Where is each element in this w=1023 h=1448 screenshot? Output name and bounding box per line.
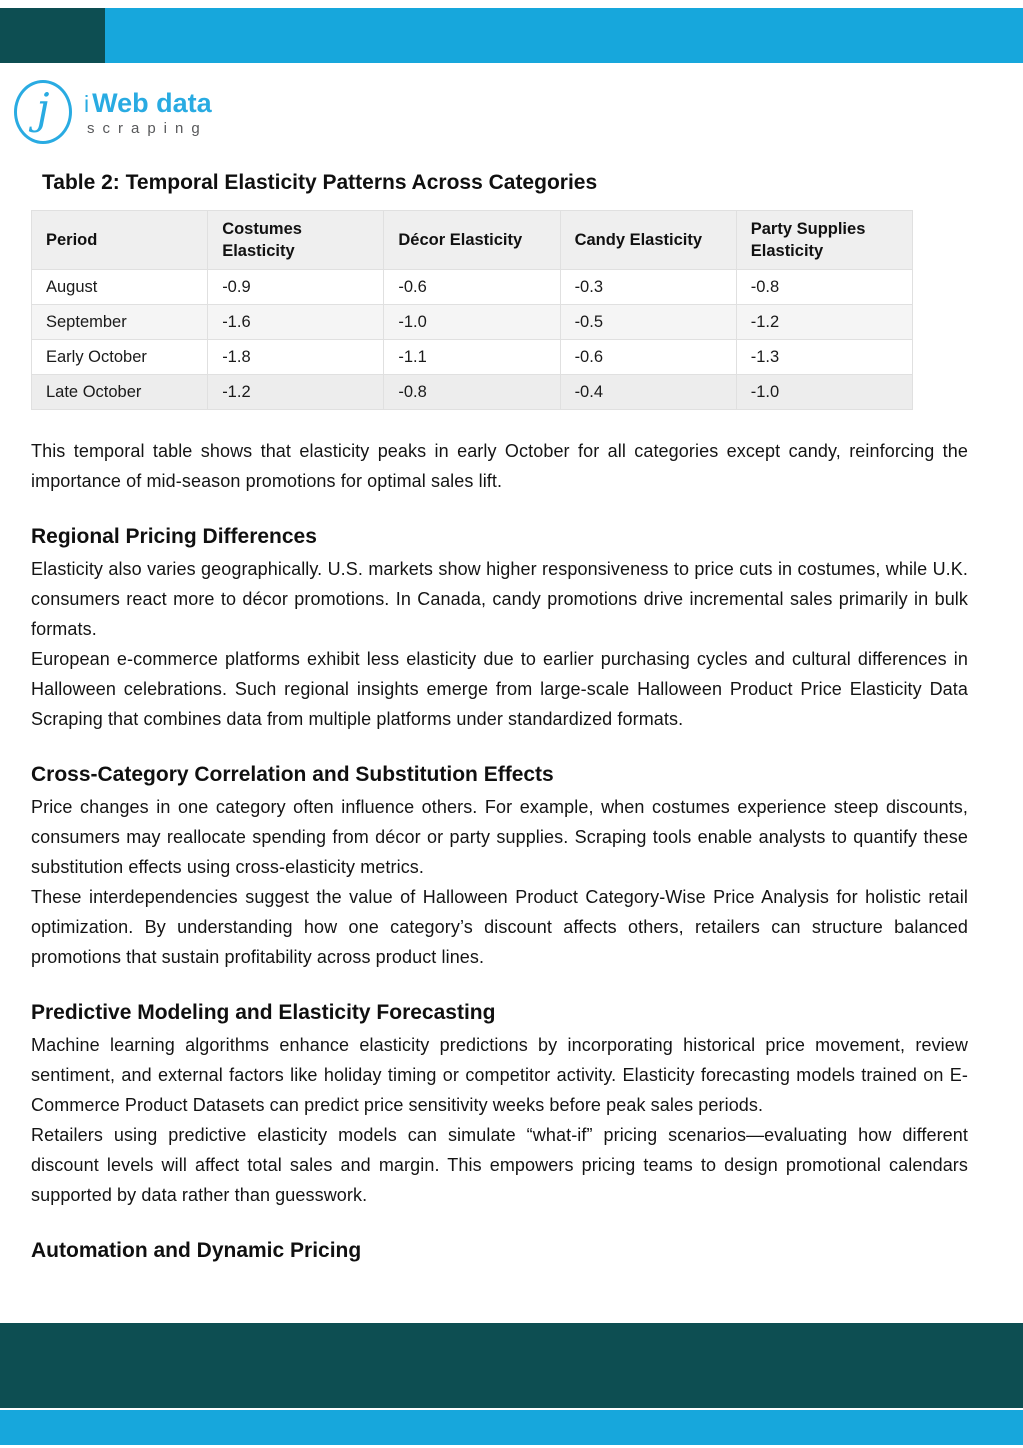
logo-circle-icon (14, 80, 72, 144)
table-cell: Early October (32, 340, 208, 375)
table-row (32, 375, 913, 410)
intro-paragraph: This temporal table shows that elasticity peaks in early October for all categories except candy, reinforcing the importance of mid-season promotions for optimal sales lift. (31, 441, 968, 491)
section-heading-predictive: Predictive Modeling and Elasticity Forecasting (31, 1001, 496, 1024)
table-header-row (32, 211, 913, 270)
document-content (31, 168, 968, 1268)
footer-teal-bar (0, 1323, 1023, 1408)
logo-name-main: Web data (92, 88, 212, 118)
table-cell: -1.2 (736, 305, 912, 340)
paragraph: Price changes in one category often influence others. For example, when costumes experience steep discounts, consumers may reallocate spending from décor or party supplies. Scraping tools enable analysts to quantify these substitution effects using cross-elasticity metrics. (31, 797, 968, 877)
paragraph: Retailers using predictive elasticity models can simulate “what-if” pricing scenarios—evaluating how different discount levels will affect total sales and margin. This empowers pricing teams to design promotional calendars supported by data rather than guesswork. (31, 1125, 968, 1205)
header-teal-block (0, 8, 105, 63)
table-cell: -0.8 (384, 375, 560, 410)
section-heading-regional: Regional Pricing Differences (31, 525, 317, 548)
table-cell: -0.4 (560, 375, 736, 410)
table-cell: September (32, 305, 208, 340)
logo-name (84, 88, 212, 119)
table-row (32, 305, 913, 340)
logo-text (84, 80, 212, 138)
table-header-party-supplies: Party Supplies Elasticity (736, 211, 912, 270)
article-body (31, 436, 968, 1266)
table-cell: -1.8 (208, 340, 384, 375)
table-cell: -0.3 (560, 270, 736, 305)
table-row (32, 340, 913, 375)
table-cell: -1.0 (736, 375, 912, 410)
table-row (32, 270, 913, 305)
header-blue-bar (0, 8, 1023, 63)
paragraph: Machine learning algorithms enhance elasticity predictions by incorporating historical price movement, review sentiment, and external factors like holiday timing or competitor activity. Elasticity forecasting models trained on E-Commerce Product Datasets can predict price sensitivity weeks before peak sales periods. (31, 1035, 968, 1115)
iwebdata-logo (14, 80, 212, 144)
table-cell: Late October (32, 375, 208, 410)
table-cell: August (32, 270, 208, 305)
table-cell: -1.3 (736, 340, 912, 375)
section-heading-automation: Automation and Dynamic Pricing (31, 1239, 362, 1262)
table-cell: -1.2 (208, 375, 384, 410)
table-cell: -0.6 (560, 340, 736, 375)
section-heading-cross-category: Cross-Category Correlation and Substitution Effects (31, 763, 554, 786)
logo-monogram: j (36, 84, 50, 133)
table-header-candy: Candy Elasticity (560, 211, 736, 270)
table-cell: -1.6 (208, 305, 384, 340)
table-header-period: Period (32, 211, 208, 270)
table-cell: -0.5 (560, 305, 736, 340)
paragraph: European e-commerce platforms exhibit less elasticity due to earlier purchasing cycles and cultural differences in Halloween celebrations. Such regional insights emerge from large-scale Halloween Product Price Elasticity Data Scraping that combines data from multiple platforms under standardized formats. (31, 649, 968, 729)
paragraph: Elasticity also varies geographically. U.S. markets show higher responsiveness to price cuts in costumes, while U.K. consumers react more to décor promotions. In Canada, candy promotions drive incremental sales primarily in bulk formats. (31, 559, 968, 639)
table-cell: -0.6 (384, 270, 560, 305)
table-header-costumes: Costumes Elasticity (208, 211, 384, 270)
table-cell: -0.9 (208, 270, 384, 305)
table-cell: -0.8 (736, 270, 912, 305)
logo-subtitle: scraping (87, 120, 208, 137)
table-cell: -1.0 (384, 305, 560, 340)
footer-blue-bar (0, 1410, 1023, 1445)
logo-prefix: i (84, 91, 90, 117)
table-header-decor: Décor Elasticity (384, 211, 560, 270)
paragraph: These interdependencies suggest the value of Halloween Product Category-Wise Price Analysis for holistic retail optimization. By understanding how one category’s discount affects others, retailers can structure balanced promotions that sustain profitability across product lines. (31, 887, 968, 967)
page-title: Table 2: Temporal Elasticity Patterns Across Categories (42, 171, 598, 194)
table-cell: -1.1 (384, 340, 560, 375)
elasticity-table (31, 210, 913, 410)
